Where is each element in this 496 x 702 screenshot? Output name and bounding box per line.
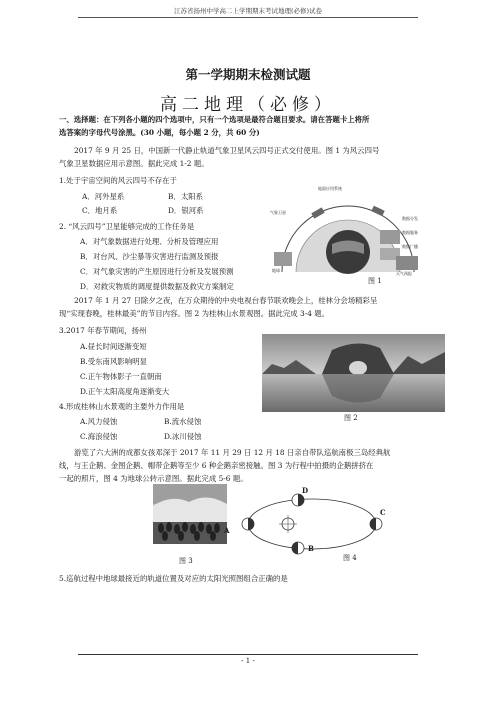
fig4-label-a: A: [224, 526, 230, 535]
footer-rule: [78, 654, 418, 655]
figure-2-caption: 图 2: [344, 414, 358, 422]
fig1-label-earth: 地球: [272, 268, 280, 273]
fig1-label-broadcast: 数据广播: [402, 244, 418, 249]
header-rule: [78, 17, 418, 18]
fig1-label-forecast: 天气预报: [396, 271, 412, 276]
intro3-line1: 游览了六大洲的成都女孩邓深于 2017 年 11 月 29 日 12 月 18 日亲自带队巡航南极三岛经典航: [74, 448, 391, 457]
q4-option-d: D.冰川侵蚀: [164, 432, 202, 441]
section1-instructions-line1: 一、选择题：在下列各小题的四个选项中，只有一个选项是最符合题目要求。请在答题卡上将所: [59, 115, 370, 124]
page-number: - 1 -: [241, 657, 255, 665]
question-4: 4.形成桂林山水景观的主要外力作用是: [59, 402, 185, 411]
section1-instructions-line2: 选答案的字母代号涂黑。(30 小题，每小题 2 分，共 60 分): [59, 128, 260, 137]
q3-option-d: D.正午太阳高度角逐渐变大: [80, 387, 170, 396]
fig1-label-distribution: 数据分发: [402, 216, 418, 221]
fig4-label-d: D: [302, 486, 309, 495]
fig1-label-ground-system: 地面应用系统: [318, 186, 342, 191]
q3-option-a: A.昼长时间逐渐变短: [80, 342, 147, 351]
fig4-label-c: C: [380, 508, 386, 517]
figure-1-satellite-diagram: [268, 182, 426, 277]
q2-option-c: C．对气象灾害的产生原因进行分析及发展预测: [80, 267, 234, 276]
q1-option-b: B．太阳系: [168, 192, 203, 201]
intro3-line3: 一起的照片，图 4 为地球公转示意图。据此完成 5-6 题。: [59, 474, 248, 483]
figure-4-caption: 图 4: [343, 554, 357, 562]
intro1-line2: 气象卫星数据应用示意图。据此完成 1-2 题。: [59, 159, 209, 168]
q3-option-c: C.正午物体影子一直朝南: [80, 372, 162, 381]
q4-option-a: A.风力侵蚀: [80, 417, 118, 426]
running-header: 江苏省扬州中学高二上学期期末考试地理(必修)试卷: [173, 7, 323, 15]
intro3-line2: 线，与王企鹅、金图企鹅、帽带企鹅等至少 6 种企鹅亲密接触。图 3 为行程中拍摄的企鹅拼挤在: [59, 461, 374, 470]
figure-3-caption: 图 3: [179, 557, 193, 565]
figure-2-guilin-photo: [262, 334, 445, 412]
question-5: 5.巡航过程中地球最接近的轨道位置及对应的太阳光照图组合正确的是: [59, 574, 288, 583]
q4-option-b: B.流水侵蚀: [164, 417, 202, 426]
intro2-line2: 现“实现春晚，桂林最美”的节目内容。图 2 为桂林山水景观图。据此完成 3-4 题。: [59, 309, 330, 318]
exam-subject-title: 高二地理（必修）: [160, 95, 336, 115]
exam-title: 第一学期期末检测试题: [185, 67, 311, 82]
figure-3-penguin-photo: [153, 484, 230, 544]
fig4-label-b: B: [308, 544, 314, 553]
figure-4-earth-orbit-diagram: [224, 484, 388, 558]
q1-option-a: A．河外星系: [82, 192, 125, 201]
question-2: 2. “风云四号”卫星能够完成的工作任务是: [59, 222, 195, 231]
fig1-label-service: 数据服务: [402, 230, 418, 235]
question-3: 3.2017 年春节期间，扬州: [59, 326, 147, 335]
intro1-line1: 2017 年 9 月 25 日，中国新一代静止轨道气象卫星风云四号正式交付使用。图 1 为风云四号: [74, 146, 380, 155]
q4-option-c: C.海浪侵蚀: [80, 432, 118, 441]
q2-option-b: B．对台风、沙尘暴等灾害进行监测及预报: [80, 252, 219, 261]
q2-option-d: D．对救灾物质的调度提供数据及救灾方案制定: [80, 282, 234, 291]
fig1-label-satellite: 气象卫星: [270, 210, 286, 215]
intro2-line1: 2017 年 1 月 27 日除夕之夜，在万众期待的中央电视台春节联欢晚会上，桂林分会场精彩呈: [74, 296, 378, 305]
q3-option-b: B.受东南风影响明显: [80, 357, 147, 366]
q1-option-c: C．地月系: [82, 206, 118, 215]
q1-option-d: D．银河系: [168, 206, 204, 215]
q2-option-a: A．对气象数据进行处理、分析及管理应用: [80, 237, 219, 246]
figure-1-caption: 图 1: [368, 277, 382, 285]
question-1: 1.处于宇宙空间的风云四号不存在于: [59, 176, 177, 185]
